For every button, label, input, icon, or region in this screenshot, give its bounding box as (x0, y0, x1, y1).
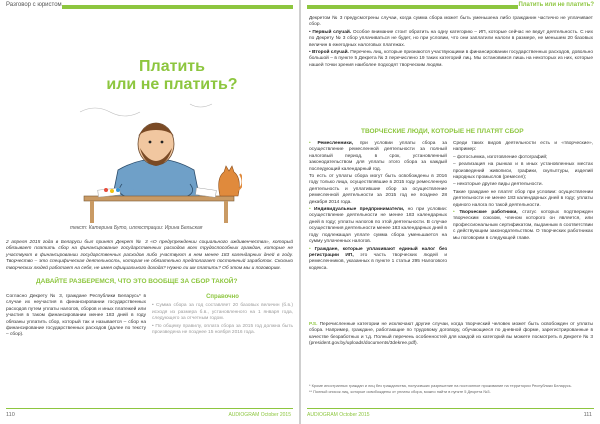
list-item: – некоторые другие виды деятельности. (453, 182, 543, 188)
postscript-text: Перечисленные категории не исключают другие случаи, когда творческий человек может быть освобожден от уплаты сбора. Например, граждане, работающие по трудовому договору, обучающиеся по дневной форме, зарегистрированные в качестве безработных и т.д. Полный перечень особенностей для каждой из категорий вы можете посмотреть в Декрете № 3 (president.gov.by/uploads/documents/3dekree.pdf). (309, 322, 593, 347)
list-item: – реализация на рынках и в иных установленных местах произведений живописи, графики, скульптуры, изделий народных промыслов (ремесел); (453, 162, 593, 181)
footer-rule (307, 408, 594, 409)
footnote: ** Полный список лиц, которые освобождены от уплаты сбора, можно найти в пункте 5 Декрета №3. (309, 389, 491, 394)
article-headline (92, 58, 252, 94)
body-column-d (453, 141, 593, 243)
body-paragraph: • Ремесленники, при условии уплаты сбора за осуществление ремесленной деятельности за полный налоговый период, в срок, установленный законодательством для уплаты этого сбора за каждый последующий календарный год. (309, 141, 447, 172)
footer-rule (6, 408, 293, 409)
reference-sidebar (152, 294, 293, 337)
magazine-name: AUDIOGRAM October 2015 (228, 412, 291, 418)
running-head-label: Разговор с юристом (6, 2, 62, 8)
right-page (301, 0, 600, 424)
case-one: • Первый случай. Особое внимание стоит обратить на одну категорию – ИП, которые сейчас не ведут деятельность. С них по Декрету № 3 сбор уплачиваться не будет, но при условии, что они заплатили налоги в размере, не меньшем 20 базовых величин в ежегодных налоговых платежах. (309, 29, 593, 48)
running-head-label: Платить или не платить? (518, 2, 594, 8)
case-one-label: Первый случай. (312, 29, 352, 35)
headline-line-1: Платить (139, 58, 205, 75)
body-column-c (309, 141, 447, 273)
postscript-block (309, 322, 593, 349)
body-paragraph: Такие граждане не платят сбор при условии: осуществлении деятельности не менее 183 календарных дней в году; уплаты единого налога по такой деятельности. (453, 189, 593, 208)
left-page (0, 0, 299, 424)
sidebar-item: • Сумма сбора за год составляет 20 базовых величин (б.в.) исходя из размера б.в., установленного на 1 января года, следующего за отчетным годом. (152, 303, 293, 322)
postscript-label: P.S. (309, 322, 318, 327)
sidebar-title: Справочно (206, 294, 239, 300)
paragraph-label: Творческие работники, (459, 210, 518, 216)
body-paragraph: Среди таких видов деятельности есть и «творческие», например: (453, 141, 593, 153)
footnotes (309, 383, 593, 395)
magazine-name: AUDIOGRAM October 2015 (307, 412, 370, 418)
running-head (301, 0, 600, 14)
intro-paragraph: 2 апреля 2015 года в Беларуси был принят Декрет № 3 «О предупреждении социального иждивенчества», который обязывает платить сбор на финансирование государственных расходов всех трудоспособных граждан, которые не участвуют в финансировании государственных расходов либо участвуют в нем менее 183 календарных дней в году. Творчество – это специфическая деятельность, которая не обязательно предполагает постоянный заработок. Сколько творческих людей работает на себя, не имея официального дохода? Нужно ли им платить? Об этом мы и поговорим. (6, 240, 293, 271)
section-heading: ТВОРЧЕСКИЕ ЛЮДИ, КОТОРЫЕ НЕ ПЛАТЯТ СБОР (361, 128, 524, 135)
paragraph-label: Граждане, которые уплачивают единый налог без регистрации ИП, (309, 246, 447, 258)
section-heading: ДАВАЙТЕ РАЗБЕРЕМСЯ, ЧТО ЭТО ВООБЩЕ ЗА СБОР ТАКОЙ? (36, 278, 238, 285)
body-paragraph: • Творческие работники, статус которых подтвержден творческим союзом, членом которого он является, или профессиональным сертификатом, выданным в соответствии с действующим законодательством. О творческих работниках мы поговорим в следующей главе. (453, 210, 593, 241)
paragraph-label: Ремесленники, (317, 141, 354, 146)
body-paragraph: Согласно Декрету № 3, граждане Республики Беларусь* в случае их неучастия в финансировании государственных расходов путем уплаты налогов, сборов и иных платежей или участия в таком финансировании менее 183 дней в году обязаны уплатить сбор, который так и называется – сбор на финансирование государственных расходов (далее по тексту – сбор). (6, 294, 146, 338)
cases-block (309, 16, 593, 70)
case-two-label: Второй случай. (312, 50, 349, 56)
list-item: – фотосъемка, изготовление фотографий; (453, 154, 548, 160)
illustration-caption: текст: Катерина Буто, иллюстрации: Ирина Бельская (70, 225, 203, 231)
illustration-man-at-desk (70, 92, 242, 224)
page-number: 110 (6, 412, 15, 418)
footnote: * Кроме иностранных граждан и лиц без гражданства, получивших разрешение на постоянное проживание на территории Республики Беларусь. (309, 383, 572, 388)
page-number: 111 (583, 412, 592, 418)
cases-lead: Декретом № 3 предусмотрены случаи, когда сумма сбора может быть уменьшена либо гражданин частично не уплачивает сбор. (309, 16, 593, 28)
case-one-text: Особое внимание стоит обратить на одну категорию – ИП, которые сейчас не ведут деятельность. С них по Декрету № 3 сбор уплачиваться не будет, но при условии, что они заплатили налоги в размере, не меньшем 20 базовых величин в ежегодных налоговых платежах. (309, 29, 593, 48)
paragraph-label: Индивидуальные предприниматели, (314, 207, 405, 213)
body-paragraph: • Индивидуальные предприниматели, но при условии: осуществление деятельности не менее 183 календарных дней в году; уплаты налогов по этой деятельности. В случае осуществления деятельности менее 183 календарных дней в году подлежащая уплате сумма сбора уменьшается на сумму уплаченных налогов. (309, 207, 447, 245)
body-paragraph: То есть от уплаты сбора могут быть освобождены в 2016 году только лица, осуществлявшие в 2015 году ремесленную деятельность и уплатившие сбор за осуществление ремесленной деятельности за 2015 год не позднее 28 декабря 2014 года. (309, 174, 447, 205)
sidebar-item: • По общему правилу, оплата сбора за 2015 год должна быть произведена не позднее 15 ноября 2016 года. (152, 323, 293, 336)
case-two-text: Перечень лиц, которые признаются участвующими в финансировании государственных расходов, довольно большой – в пункте 5 Декрета № 3 перечислено 19 таких категорий лиц. Мы остановимся лишь на некоторых из них, которые нашей точки зрения наиболее подходят творческим людям. (309, 50, 593, 68)
running-head-bar (307, 5, 518, 9)
body-column-a (6, 294, 146, 340)
case-two: • Второй случай. Перечень лиц, которые признаются участвующими в финансировании государственных расходов, довольно большой – в пункте 5 Декрета № 3 перечислено 19 таких категорий лиц. Мы остановимся лишь на некоторых из них, которые нашей точки зрения наиболее подходят творческим людям. (309, 50, 593, 68)
body-paragraph: • Граждане, которые уплачивают единый налог без регистрации ИП, это часть творческих людей и ремесленников, указанных в пункте 1 статьи 295 Налогового кодекса. (309, 246, 447, 271)
headline-line-2: или не платить? (106, 76, 238, 93)
running-head (0, 0, 299, 14)
running-head-bar (62, 5, 293, 9)
